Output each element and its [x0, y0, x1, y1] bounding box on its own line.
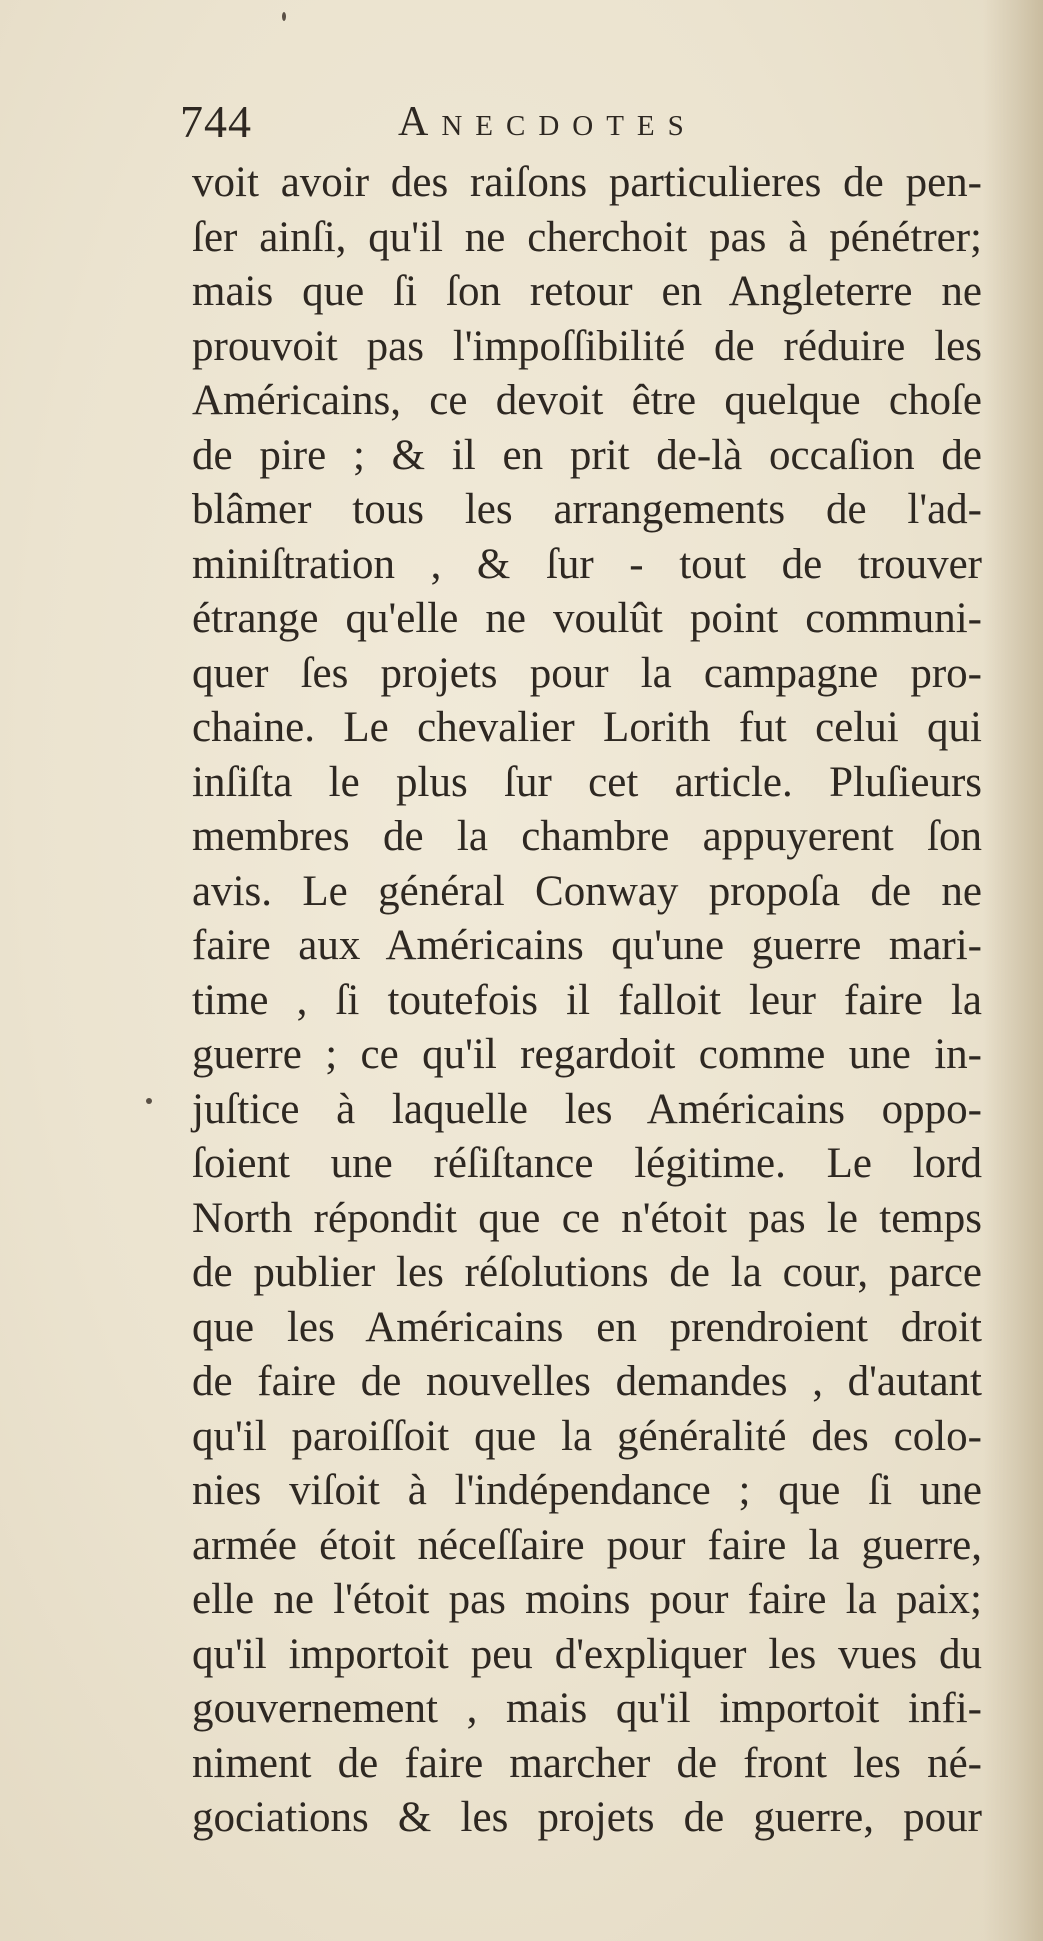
text-line: nies viſoit à l'indépendance ; que ſi une — [192, 1467, 982, 1514]
ink-speck — [282, 12, 286, 21]
text-line: faire aux Américains qu'une guerre mari- — [192, 922, 982, 969]
text-line: Américains, ce devoit être quelque choſe — [192, 377, 982, 424]
text-line: guerre ; ce qu'il regardoit comme une in- — [192, 1031, 982, 1078]
text-line: juſtice à laquelle les Américains oppo- — [192, 1085, 982, 1133]
text-line: étrange qu'elle ne voulût point communi- — [192, 595, 982, 642]
text-line: time , ſi toutefois il falloit leur faire la — [192, 976, 982, 1024]
text-line: blâmer tous les arrangements de l'ad- — [192, 486, 982, 533]
text-line: elle ne l'étoit pas moins pour faire la paix; — [192, 1576, 982, 1623]
text-line: de pire ; & il en prit de-là occaſion de — [192, 431, 982, 479]
text-line: ſer ainſi, qu'il ne cherchoit pas à pénétrer; — [192, 213, 982, 261]
text-line: de faire de nouvelles demandes , d'autant — [192, 1358, 982, 1405]
text-line: inſiſta le plus ſur cet article. Pluſieurs — [192, 758, 982, 806]
text-line: ſoient une réſiſtance légitime. Le lord — [192, 1140, 982, 1187]
body-text — [192, 156, 982, 1846]
text-line: prouvoit pas l'impoſſibilité de réduire les — [192, 322, 982, 370]
text-line: niment de faire marcher de front les né- — [192, 1739, 982, 1787]
text-line: North répondit que ce n'étoit pas le temps — [192, 1194, 982, 1242]
text-line: que les Américains en prendroient droit — [192, 1303, 982, 1351]
text-line: qu'il paroiſſoit que la généralité des colo- — [192, 1412, 982, 1460]
ink-speck — [146, 1098, 152, 1104]
page-header — [180, 92, 1000, 152]
text-line: quer ſes projets pour la campagne pro- — [192, 649, 982, 697]
page-number: 744 — [180, 96, 252, 147]
text-line: gouvernement , mais qu'il importoit infi- — [192, 1685, 982, 1732]
text-line: de publier les réſolutions de la cour, parce — [192, 1249, 982, 1296]
page-gutter-shadow — [983, 0, 1043, 1941]
text-line: voit avoir des raiſons particulieres de pen- — [192, 159, 982, 206]
text-line: qu'il importoit peu d'expliquer les vues du — [192, 1630, 982, 1678]
text-line: membres de la chambre appuyerent ſon — [192, 813, 982, 860]
text-line: armée étoit néceſſaire pour faire la guerre, — [192, 1521, 982, 1569]
text-line: mais que ſi ſon retour en Angleterre ne — [192, 268, 982, 315]
text-line: chaine. Le chevalier Lorith fut celui qui — [192, 704, 982, 751]
text-line: avis. Le général Conway propoſa de ne — [192, 867, 982, 915]
text-line: miniſtration , & ſur - tout de trouver — [192, 540, 982, 588]
text-line: gociations & les projets de guerre, pour — [192, 1794, 982, 1841]
running-title: Anecdotes — [398, 99, 697, 145]
